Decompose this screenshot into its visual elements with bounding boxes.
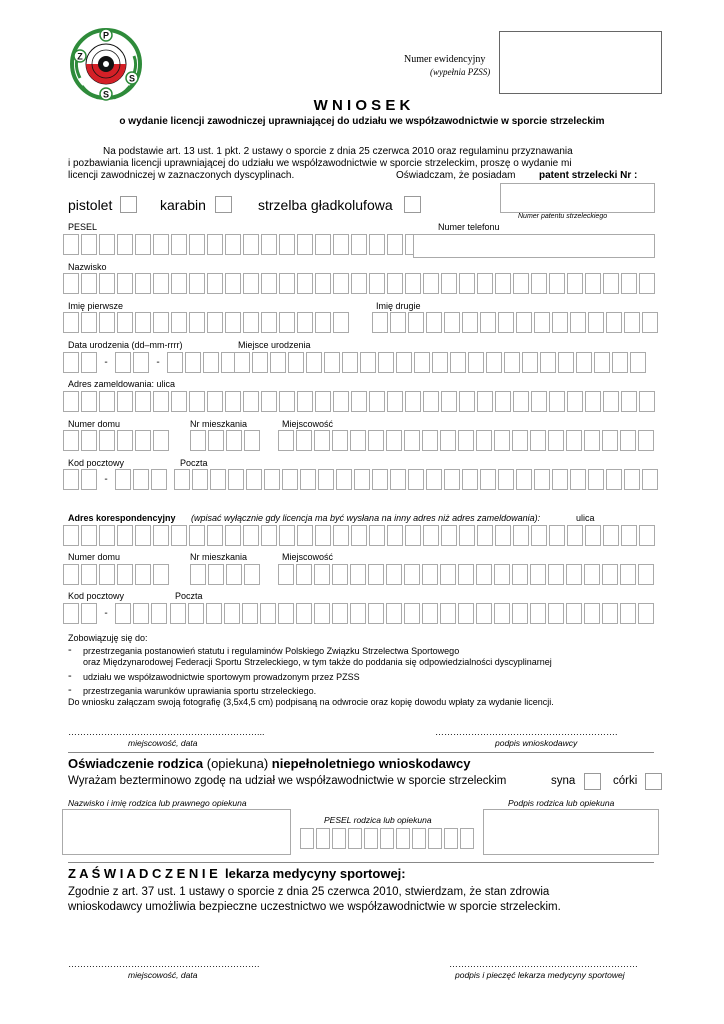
intro-line-1: Na podstawie art. 13 ust. 1 pkt. 2 ustawy o sporcie z dnia 25 czerwca 2010 oraz regulaminu przyznawania — [103, 146, 573, 157]
medical-text-1: Zgodnie z art. 37 ust. 1 ustawy o sporcie z dnia 25 czerwca 2010, stwierdzam, że stan zdrowia — [68, 886, 550, 898]
obligation-item-3: przestrzegania warunków uprawiania sportu strzeleckiego. — [83, 686, 317, 696]
obligation-bullet-2: - — [68, 670, 72, 682]
intro-line-3b: Oświadczam, że posiadam — [396, 170, 516, 181]
koresp-nr-domu-label: Numer domu — [68, 552, 121, 562]
medical-dots-right: ……………………………………………………… — [449, 959, 638, 969]
miejscowosc-input[interactable] — [278, 430, 656, 451]
page-subtitle: o wydanie licencji zawodniczej uprawniającej do udziału we współzawodnictwie w sporcie strzeleckim — [119, 116, 605, 127]
koresp-poczta-input[interactable] — [170, 603, 656, 624]
sign1-caption-right: podpis wnioskodawcy — [495, 738, 578, 748]
pzss-logo — [68, 26, 144, 102]
parent-consent: Wyrażam bezterminowo zgodę na udział we współzawodnictwie w sporcie strzeleckim — [68, 775, 507, 787]
logo-letter-z: Z — [77, 51, 83, 62]
imie-pierwsze-input[interactable] — [63, 312, 351, 333]
koresp-nr-mieszkania-input[interactable] — [190, 564, 262, 585]
nazwisko-label: Nazwisko — [68, 262, 107, 272]
obligation-item-1-cont: oraz Międzynarodowej Federacji Sportu Strzeleckiego, w tym także do poddania się odpowiedzialności dyscyplinarnej — [83, 657, 552, 667]
adres-ulica-label: Adres zameldowania: ulica — [68, 379, 176, 389]
intro-line-2: i pozbawiania licencji uprawniającej do udziału we współzawodnictwie w sporcie strzeleckim, proszę o wydanie mi — [68, 158, 572, 169]
numer-ewidencyjny-box — [499, 31, 662, 94]
miejscowosc-label: Miejscowość — [282, 419, 334, 429]
nr-domu-label: Numer domu — [68, 419, 121, 429]
logo-letter-s1: S — [128, 73, 136, 84]
koresp-nr-domu-input[interactable] — [63, 564, 171, 585]
obligation-item-2: udziału we współzawodnictwie sportowym prowadzonym przez PZSS — [83, 672, 360, 682]
obligation-attach: Do wniosku załączam swoją fotografię (3,5x4,5 cm) podpisaną na odwrocie oraz kopię dowodu wpłaty za wydanie licencji. — [68, 697, 554, 707]
corki-label: córki — [613, 775, 638, 787]
logo-letter-p: P — [102, 30, 110, 41]
patent-number-caption: Numer patentu strzeleckiego — [518, 213, 608, 220]
koresp-ulica-label: ulica — [576, 513, 595, 523]
miejsce-urodzenia-input[interactable] — [234, 352, 648, 373]
page-title: W N I O S E K — [313, 97, 411, 114]
parent-pesel-caption: PESEL rodzica lub opiekuna — [324, 815, 432, 825]
divider-2 — [68, 862, 654, 863]
sign1-dots-left: ………………………………………………………... — [68, 727, 265, 737]
intro-line-3a: licencji zawodniczej w zaznaczonych dyscyplinach. — [68, 170, 295, 181]
logo-letter-s2: S — [102, 89, 110, 100]
imie-drugie-label: Imię drugie — [376, 301, 421, 311]
parent-pesel-input[interactable] — [300, 828, 476, 849]
corki-checkbox[interactable] — [645, 773, 662, 790]
discipline-pistolet-label: pistolet — [68, 197, 113, 213]
koresp-miejscowosc-input[interactable] — [278, 564, 656, 585]
nr-domu-input[interactable] — [63, 430, 171, 451]
kod-pocztowy-input[interactable]: - — [63, 469, 169, 490]
adres-ulica-input[interactable] — [63, 391, 657, 412]
sign1-caption-left: miejscowość, data — [128, 738, 198, 748]
koresp-poczta-label: Poczta — [175, 591, 203, 601]
koresp-miejscowosc-label: Miejscowość — [282, 552, 334, 562]
koresp-kod-label: Kod pocztowy — [68, 591, 125, 601]
poczta-label: Poczta — [180, 458, 208, 468]
kod-pocztowy-label: Kod pocztowy — [68, 458, 125, 468]
koresp-note: (wpisać wyłącznie gdy licencja ma być wysłana na inny adres niż adres zameldowania): — [191, 513, 541, 523]
imie-pierwsze-label: Imię pierwsze — [68, 301, 124, 311]
obligation-bullet-3: - — [68, 684, 72, 696]
koresp-kod-input[interactable]: - — [63, 603, 169, 624]
data-urodzenia-label: Data urodzenia (dd–mm-rrrr) — [68, 340, 183, 350]
koresp-label: Adres korespondencyjny — [68, 513, 176, 523]
numer-ewidencyjny-label: Numer ewidencyjny — [404, 54, 486, 65]
telefon-input[interactable] — [413, 234, 655, 258]
koresp-nr-mieszkania-label: Nr mieszkania — [190, 552, 248, 562]
koresp-ulica-input[interactable] — [63, 525, 657, 546]
divider-1 — [68, 752, 654, 753]
discipline-strzelba-checkbox[interactable] — [404, 196, 421, 213]
poczta-input[interactable] — [174, 469, 660, 490]
nr-mieszkania-input[interactable] — [190, 430, 262, 451]
discipline-pistolet-checkbox[interactable] — [120, 196, 137, 213]
miejsce-urodzenia-label: Miejsce urodzenia — [238, 340, 311, 350]
medical-dots-left: ………………………………………………………. — [68, 959, 260, 969]
sign1-dots-right: ……………………………………………………. — [435, 727, 618, 737]
syna-label: syna — [551, 775, 576, 787]
nr-mieszkania-label: Nr mieszkania — [190, 419, 248, 429]
pesel-label: PESEL — [68, 222, 98, 232]
obligations-head: Zobowiązuję się do: — [68, 633, 148, 643]
syna-checkbox[interactable] — [584, 773, 601, 790]
numer-ewidencyjny-sub: (wypełnia PZSS) — [430, 67, 491, 77]
medical-title: Z A Ś W I A D C Z E N I E lekarza medycyny sportowej: — [68, 866, 406, 881]
medical-text-2: wnioskodawcy umożliwia bezpieczne uczestnictwo we współzawodnictwie w sporcie strzeleckim. — [68, 901, 561, 913]
nazwisko-input[interactable] — [63, 273, 657, 294]
intro-line-3c: patent strzelecki Nr : — [539, 170, 638, 181]
pesel-input[interactable] — [63, 234, 423, 255]
patent-number-field[interactable] — [500, 183, 655, 213]
medical-caption-left: miejscowość, data — [128, 970, 198, 980]
discipline-karabin-checkbox[interactable] — [215, 196, 232, 213]
obligation-bullet-1: - — [68, 644, 72, 656]
discipline-strzelba-label: strzelba gładkolufowa — [258, 197, 393, 213]
parent-name-field[interactable] — [62, 809, 291, 855]
telefon-label: Numer telefonu — [438, 222, 500, 232]
discipline-karabin-label: karabin — [160, 197, 206, 213]
obligation-item-1: przestrzegania postanowień statutu i regulaminów Polskiego Związku Strzelectwa Sportowego — [83, 646, 460, 656]
data-urodzenia-input[interactable]: - - — [63, 352, 239, 373]
parent-sign-caption: Podpis rodzica lub opiekuna — [508, 798, 615, 808]
medical-caption-right: podpis i pieczęć lekarza medycyny sportowej — [455, 970, 625, 980]
parent-title: Oświadczenie rodzica (opiekuna) niepełnoletniego wnioskodawcy — [68, 756, 471, 771]
imie-drugie-input[interactable] — [372, 312, 660, 333]
parent-name-caption: Nazwisko i imię rodzica lub prawnego opiekuna — [68, 798, 247, 808]
parent-signature-field[interactable] — [483, 809, 659, 855]
